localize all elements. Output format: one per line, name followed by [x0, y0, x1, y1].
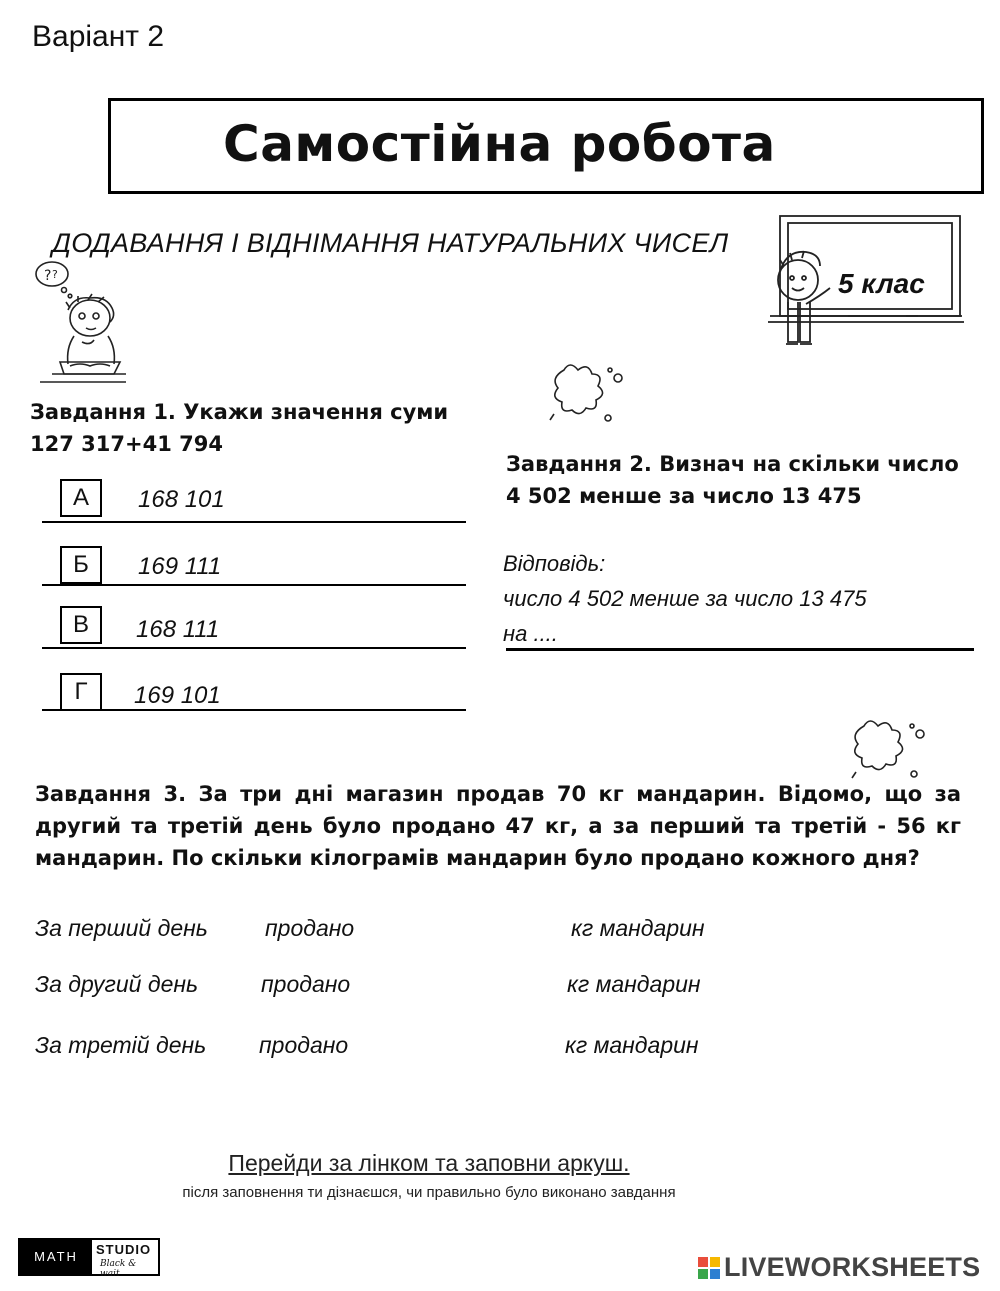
math-studio-logo: [18, 1238, 160, 1279]
liveworksheets-logo-icon: [698, 1257, 720, 1279]
task1-question: [30, 396, 448, 460]
option-d-letter[interactable]: Г: [60, 673, 102, 711]
topic-subtitle: ДОДАВАННЯ І ВІДНІМАННЯ НАТУРАЛЬНИХ ЧИСЕЛ: [52, 228, 729, 258]
svg-text:?: ?: [44, 268, 52, 284]
ink-splat-icon: [844, 712, 934, 786]
task1-question-line1: Завдання 1. Укажи значення суми: [30, 400, 449, 424]
option-b-letter[interactable]: Б: [60, 546, 102, 584]
task2-answer-line2: на ....: [503, 621, 558, 646]
task2-question-line1: Завдання 2. Визнач на скільки число: [506, 452, 959, 476]
svg-text:?: ?: [52, 268, 58, 281]
option-d-value[interactable]: 169 101: [134, 682, 221, 709]
page-title: Самостійна робота: [223, 115, 776, 173]
completion-note: після заповнення ти дізнаєшся, чи правильно було виконано завдання: [182, 1184, 676, 1201]
row3-sold: продано: [259, 1032, 349, 1058]
option-b-value[interactable]: 169 111: [138, 553, 222, 580]
option-a-value[interactable]: 168 101: [138, 486, 225, 513]
option-a-underline: [42, 521, 466, 523]
task2-answer-label: Відповідь:: [503, 551, 606, 576]
row3-unit: кг мандарин: [565, 1032, 699, 1058]
task2-answer-field[interactable]: [506, 648, 974, 651]
task2-question-line2: 4 502 менше за число 13 475: [506, 484, 862, 508]
logo-math-text: MATH: [20, 1240, 92, 1274]
row1-sold: продано: [265, 915, 355, 941]
row2-day: За другий день: [35, 971, 199, 997]
thinking-boy-illustration: [30, 258, 130, 388]
ink-splat-icon: [544, 358, 630, 428]
row1-day: За перший день: [35, 915, 208, 941]
task3-question: Завдання 3. За три дні магазин продав 70 кг мандарин. Відомо, що за другий та третій день було продано 47 кг, а за перший та третій - 56 кг мандарин. По скільки кілограмів мандарин було продано кожного дня?: [35, 782, 961, 870]
task2-question: [506, 448, 959, 512]
row2-unit: кг мандарин: [567, 971, 701, 997]
row2-sold: продано: [261, 971, 351, 997]
option-c-value[interactable]: 168 111: [136, 616, 220, 643]
option-b-underline: [42, 584, 466, 586]
row1-unit: кг мандарин: [571, 915, 705, 941]
logo-studio-text: STUDIO: [96, 1242, 152, 1257]
grade-badge: 5 клас: [838, 268, 925, 299]
task1-question-line2: 127 317+41 794: [30, 432, 223, 456]
option-c-letter[interactable]: В: [60, 606, 102, 644]
liveworksheets-brand: LIVEWORKSHEETS: [724, 1252, 981, 1282]
option-d-underline: [42, 709, 466, 711]
option-a-letter[interactable]: А: [60, 479, 102, 517]
variant-label: Варіант 2: [32, 20, 165, 53]
title-box: [108, 98, 984, 194]
logo-tagline: Black & wait: [100, 1259, 137, 1279]
task2-answer-line1: число 4 502 менше за число 13 475: [503, 586, 867, 611]
option-c-underline: [42, 647, 466, 649]
worksheet-link[interactable]: Перейди за лінком та заповни аркуш.: [228, 1150, 630, 1176]
row3-day: За третій день: [35, 1032, 207, 1058]
